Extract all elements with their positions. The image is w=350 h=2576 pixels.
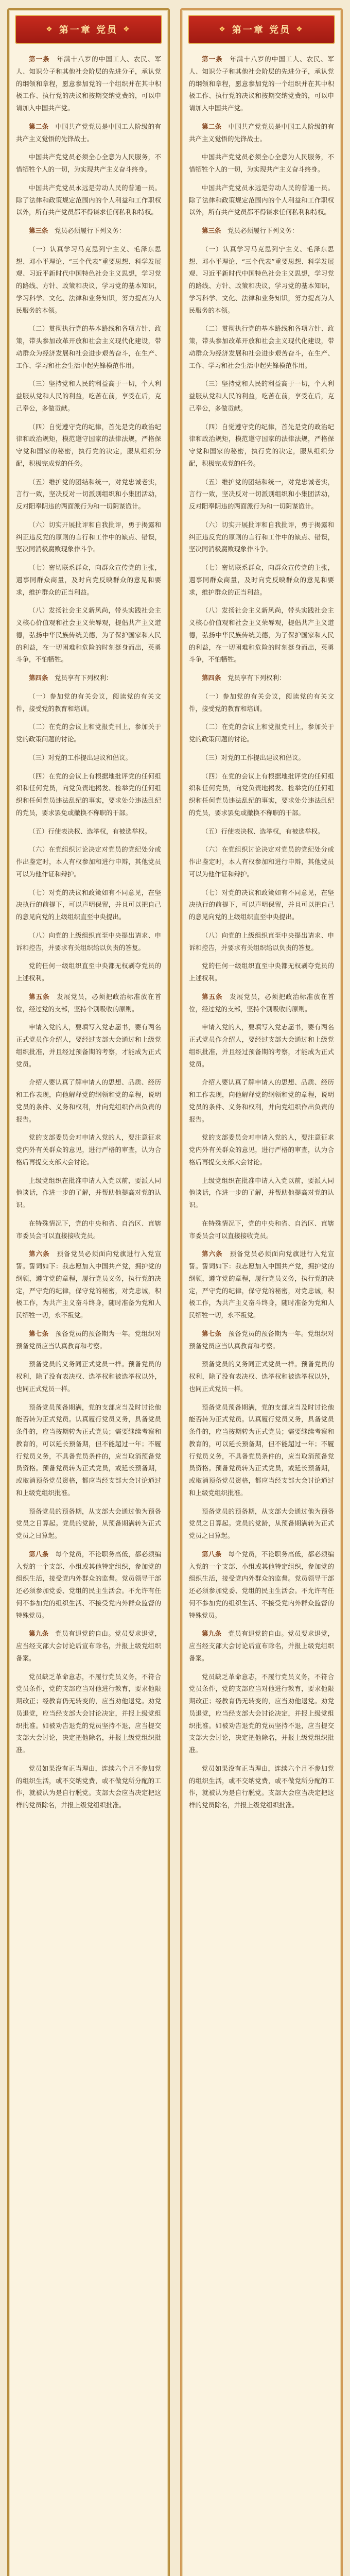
- body-paragraph: （三）坚持党和人民的利益高于一切，个人利益服从党和人民的利益，吃苦在前，享受在后，克己奉公，多做贡献。: [189, 380, 334, 412]
- body-paragraph: 党员缺乏革命意志，不履行党员义务，不符合党员条件，党的支部应当对他进行教育，要求他限期改正；经教育仍无转变的，应当劝他退党。劝党员退党，应当经支部大会讨论决定，并报上级党组织批准。如被劝告退党的党员坚持不退，应当提交支部大会讨论，决定把他除名，并报上级党组织批准。: [16, 1672, 161, 1754]
- body-paragraph: 介绍人要认真了解申请人的思想、品质、经历和工作表现，向他解释党的纲领和党的章程，说明党员的条件、义务和权利，并向党组织作出负责的报告。: [189, 1078, 334, 1123]
- article-text: 党员有退党的自由。党员要求退党，应当经支部大会讨论后宣布除名，并报上级党组织备案。: [189, 1630, 334, 1662]
- article-paragraph: [16, 53, 161, 114]
- article-paragraph: [189, 121, 334, 145]
- banner-ornament-icon: ❖: [296, 25, 304, 33]
- body-paragraph: （五）行使表决权、选举权，有被选举权。: [202, 827, 324, 835]
- banner-ornament-icon: ❖: [123, 25, 131, 33]
- body-paragraph: 预备党员的义务同正式党员一样。预备党员的权利，除了没有表决权、选举权和被选举权以外，也同正式党员一样。: [189, 1360, 334, 1393]
- body-paragraph: 申请入党的人，要填写入党志愿书，要有两名正式党员作介绍人，要经过支部大会通过和上级党组织批准，并且经过预备期的考察，才能成为正式党员。: [16, 1023, 161, 1068]
- body-paragraph: 预备党员预备期满，党的支部应当及时讨论他能否转为正式党员。认真履行党员义务，具备党员条件的，应当按期转为正式党员；需要继续考察和教育的，可以延长预备期，但不能超过一年；不履行党员义务，不具备党员条件的，应当取消预备党员资格。预备党员转为正式党员，或延长预备期，或取消预备党员资格，都应当经支部大会讨论通过和上级党组织批准。: [16, 1403, 161, 1497]
- body-paragraph: 预备党员预备期满，党的支部应当及时讨论他能否转为正式党员。认真履行党员义务，具备党员条件的，应当按期转为正式党员；需要继续考察和教育的，可以延长预备期，但不能超过一年；不履行党员义务，不具备党员条件的，应当取消预备党员资格。预备党员转为正式党员，或延长预备期，或取消预备党员资格，都应当经支部大会讨论通过和上级党组织批准。: [189, 1403, 334, 1497]
- article-paragraph: [189, 1248, 334, 1321]
- body-paragraph: 党的任何一级组织直至中央都无权剥夺党员的上述权利。: [16, 962, 161, 982]
- article-paragraph: [16, 1548, 161, 1622]
- chapter-title-left: 第一章 党员: [59, 25, 118, 36]
- article-text: 预备党员必须面向党旗进行入党宣誓。誓词如下：我志愿加入中国共产党，拥护党的纲领，遵守党的章程，履行党员义务，执行党的决定，严守党的纪律，保守党的秘密，对党忠诚，积极工作，为共产主义奋斗终身，随时准备为党和人民牺牲一切，永不叛党。: [16, 1250, 161, 1319]
- body-paragraph: （二）贯彻执行党的基本路线和各项方针、政策，带头参加改革开放和社会主义现代化建设，带动群众为经济发展和社会进步艰苦奋斗，在生产、工作、学习和社会生活中起先锋模范作用。: [189, 325, 334, 369]
- article-number: 第七条: [29, 1329, 49, 1337]
- body-paragraph: 上级党组织在批准申请人入党以前，要派人同他谈话，作进一步的了解，并帮助他提高对党的认识。: [16, 1176, 161, 1209]
- article-paragraph: [189, 1628, 334, 1664]
- left-column: [7, 8, 170, 2576]
- body-paragraph: 中国共产党党员永远是劳动人民的普通一员。除了法律和政策规定范围内的个人利益和工作职权以外，所有共产党员都不得谋求任何私利和特权。: [189, 183, 334, 216]
- article-number: 第二条: [202, 122, 222, 130]
- article-number: 第九条: [202, 1630, 222, 1638]
- body-paragraph: （六）在党组织讨论决定对党员的党纪处分或作出鉴定时，本人有权参加和进行申辩，其他党员可以为他作证和辩护。: [189, 845, 334, 878]
- chapter-title-right: 第一章 党员: [232, 25, 291, 36]
- right-content: [189, 53, 334, 1811]
- left-content: [16, 53, 161, 1811]
- body-paragraph: （六）切实开展批评和自我批评，勇于揭露和纠正违反党的原则的言行和工作中的缺点、错误，坚决同消极腐败现象作斗争。: [16, 520, 161, 553]
- body-paragraph: （五）行使表决权、选举权，有被选举权。: [29, 827, 151, 835]
- body-paragraph: 党的支部委员会对申请入党的人，要注意征求党内外有关群众的意见，进行严格的审查，认为合格后再提交支部大会讨论。: [16, 1133, 161, 1166]
- article-paragraph: [189, 991, 334, 1015]
- article-number: 第三条: [29, 227, 48, 234]
- article-text: 每个党员，不论职务高低，都必须编入党的一个支部、小组或其他特定组织，参加党的组织生活，接受党内外群众的监督。党员领导干部还必须参加党委、党组的民主生活会。不允许有任何不参加党的组织生活、不接受党内外群众监督的特殊党员。: [16, 1550, 161, 1619]
- body-paragraph: 申请入党的人，要填写入党志愿书，要有两名正式党员作介绍人，要经过支部大会通过和上级党组织批准，并且经过预备期的考察，才能成为正式党员。: [189, 1023, 334, 1068]
- body-paragraph: （七）对党的决议和政策如有不同意见，在坚决执行的前提下，可以声明保留，并且可以把自己的意见向党的上级组织直至中央提出。: [189, 888, 334, 921]
- body-paragraph: 党的任何一级组织直至中央都无权剥夺党员的上述权利。: [189, 962, 334, 982]
- body-paragraph: （四）在党的会议上有根据地批评党的任何组织和任何党员，向党负责地揭发、检举党的任何组织和任何党员违法乱纪的事实，要求处分违法乱纪的党员，要求罢免或撤换不称职的干部。: [189, 772, 334, 817]
- body-paragraph: （三）对党的工作提出建议和倡议。: [29, 753, 132, 761]
- banner-ornament-icon: ❖: [219, 25, 227, 33]
- article-text: 中国共产党党员是中国工人阶级的有共产主义觉悟的先锋战士。: [189, 122, 334, 143]
- article-text: 党员必须履行下列义务：: [227, 227, 299, 234]
- body-paragraph: （二）在党的会议上和党报党刊上，参加关于党的政策问题的讨论。: [189, 723, 334, 743]
- article-number: 第五条: [202, 992, 223, 1001]
- article-paragraph: [189, 1548, 334, 1622]
- article-number: 第五条: [29, 992, 50, 1001]
- article-paragraph: [189, 225, 334, 237]
- body-paragraph: 上级党组织在批准申请人入党以前，要派人同他谈话，作进一步的了解，并帮助他提高对党的认识。: [189, 1176, 334, 1209]
- article-text: 年满十八岁的中国工人、农民、军人、知识分子和其他社会阶层的先进分子，承认党的纲领和章程，愿意参加党的一个组织并在其中积极工作、执行党的决议和按期交纳党费的，可以申请加入中国共产党。: [189, 55, 334, 112]
- article-number: 第四条: [29, 674, 48, 682]
- body-paragraph: （二）在党的会议上和党报党刊上，参加关于党的政策问题的讨论。: [16, 723, 161, 743]
- body-paragraph: （六）切实开展批评和自我批评，勇于揭露和纠正违反党的原则的言行和工作中的缺点、错误，坚决同消极腐败现象作斗争。: [189, 520, 334, 553]
- article-paragraph: [189, 53, 334, 114]
- body-paragraph: （七）密切联系群众，向群众宣传党的主张，遇事同群众商量，及时向党反映群众的意见和要求，维护群众的正当利益。: [16, 564, 161, 596]
- body-paragraph: 中国共产党党员必须全心全意为人民服务，不惜牺牲个人的一切，为实现共产主义奋斗终身。: [16, 153, 161, 173]
- body-paragraph: 预备党员的预备期，从支部大会通过他为预备党员之日算起。党员的党龄，从预备期满转为正式党员之日算起。: [16, 1507, 161, 1539]
- article-number: 第八条: [29, 1550, 49, 1558]
- article-paragraph: [16, 121, 161, 145]
- body-paragraph: 党的支部委员会对申请入党的人，要注意征求党内外有关群众的意见，进行严格的审查，认为合格后再提交支部大会讨论。: [189, 1133, 334, 1166]
- article-paragraph: [16, 225, 161, 237]
- article-text: 发展党员，必须把政治标准放在首位，经过党的支部，坚持个别吸收的原则。: [16, 992, 161, 1013]
- article-paragraph: [189, 672, 334, 684]
- body-paragraph: （三）坚持党和人民的利益高于一切，个人利益服从党和人民的利益，吃苦在前，享受在后，克己奉公，多做贡献。: [16, 380, 161, 412]
- article-text: 发展党员，必须把政治标准放在首位，经过党的支部，坚持个别吸收的原则。: [189, 992, 334, 1013]
- article-paragraph: [189, 1328, 334, 1352]
- article-paragraph: [16, 1248, 161, 1321]
- article-paragraph: [16, 1628, 161, 1664]
- body-paragraph: （四）自觉遵守党的纪律，首先是党的政治纪律和政治规矩，模范遵守国家的法律法规，严格保守党和国家的秘密，执行党的决定，服从组织分配，积极完成党的任务。: [16, 422, 161, 467]
- article-number: 第七条: [202, 1329, 222, 1337]
- body-paragraph: （七）密切联系群众，向群众宣传党的主张，遇事同群众商量，及时向党反映群众的意见和要求，维护群众的正当利益。: [189, 564, 334, 596]
- body-paragraph: （八）向党的上级组织直至中央提出请求、申诉和控告，并要求有关组织给以负责的答复。: [189, 931, 334, 952]
- article-text: 中国共产党党员是中国工人阶级的有共产主义觉悟的先锋战士。: [16, 122, 161, 143]
- body-paragraph: 预备党员的义务同正式党员一样。预备党员的权利，除了没有表决权、选举权和被选举权以外，也同正式党员一样。: [16, 1360, 161, 1393]
- article-text: 每个党员，不论职务高低，都必须编入党的一个支部、小组或其他特定组织，参加党的组织生活，接受党内外群众的监督。党员领导干部还必须参加党委、党组的民主生活会。不允许有任何不参加党的组织生活、不接受党内外群众监督的特殊党员。: [189, 1550, 334, 1619]
- body-paragraph: （一）参加党的有关会议，阅读党的有关文件，接受党的教育和培训。: [189, 692, 334, 713]
- article-text: 预备党员必须面向党旗进行入党宣誓。誓词如下：我志愿加入中国共产党，拥护党的纲领，遵守党的章程，履行党员义务，执行党的决定，严守党的纪律，保守党的秘密，对党忠诚，积极工作，为共产主义奋斗终身，随时准备为党和人民牺牲一切，永不叛党。: [189, 1250, 334, 1319]
- article-number: 第一条: [29, 55, 50, 63]
- body-paragraph: （八）发扬社会主义新风尚，带头实践社会主义核心价值观和社会主义荣辱观，提倡共产主义道德，弘扬中华民族传统美德，为了保护国家和人民的利益，在一切困难和危险的时刻挺身而出，英勇斗争，不怕牺牲。: [16, 606, 161, 664]
- body-paragraph: （三）对党的工作提出建议和倡议。: [202, 753, 305, 761]
- body-paragraph: 党员如果没有正当理由，连续六个月不参加党的组织生活，或不交纳党费，或不做党所分配的工作，就被认为是自行脱党。支部大会应当决定把这样的党员除名，并报上级党组织批准。: [189, 1764, 334, 1809]
- body-paragraph: 党员缺乏革命意志，不履行党员义务，不符合党员条件，党的支部应当对他进行教育，要求他限期改正；经教育仍无转变的，应当劝他退党。劝党员退党，应当经支部大会讨论决定，并报上级党组织批准。如被劝告退党的党员坚持不退，应当提交支部大会讨论，决定把他除名，并报上级党组织批准。: [189, 1672, 334, 1754]
- article-number: 第六条: [29, 1250, 50, 1258]
- body-paragraph: （一）认真学习马克思列宁主义、毛泽东思想、邓小平理论、“三个代表”重要思想、科学发展观、习近平新时代中国特色社会主义思想，学习党的路线、方针、政策和决议，学习党的基本知识，学习科学、文化、法律和业务知识，努力提高为人民服务的本领。: [16, 245, 161, 314]
- article-number: 第九条: [29, 1630, 49, 1638]
- body-paragraph: （一）认真学习马克思列宁主义、毛泽东思想、邓小平理论、“三个代表”重要思想、科学发展观、习近平新时代中国特色社会主义思想，学习党的路线、方针、政策和决议，学习党的基本知识，学习科学、文化、法律和业务知识，努力提高为人民服务的本领。: [189, 245, 334, 314]
- body-paragraph: （四）自觉遵守党的纪律，首先是党的政治纪律和政治规矩，模范遵守国家的法律法规，严格保守党和国家的秘密，执行党的决定，服从组织分配，积极完成党的任务。: [189, 422, 334, 467]
- article-text: 党员享有下列权利：: [55, 674, 113, 682]
- article-paragraph: [16, 672, 161, 684]
- body-paragraph: （四）在党的会议上有根据地批评党的任何组织和任何党员，向党负责地揭发、检举党的任何组织和任何党员违法乱纪的事实，要求处分违法乱纪的党员，要求罢免或撤换不称职的干部。: [16, 772, 161, 817]
- chapter-banner-right: [188, 15, 335, 44]
- article-number: 第三条: [202, 227, 221, 234]
- article-text: 党员享有下列权利：: [227, 674, 286, 682]
- body-paragraph: （七）对党的决议和政策如有不同意见，在坚决执行的前提下，可以声明保留，并且可以把自己的意见向党的上级组织直至中央提出。: [16, 888, 161, 921]
- article-number: 第四条: [202, 674, 221, 682]
- body-paragraph: （五）维护党的团结和统一，对党忠诚老实，言行一致，坚决反对一切派别组织和小集团活动，反对阳奉阴违的两面派行为和一切阴谋诡计。: [16, 478, 161, 510]
- body-paragraph: （八）发扬社会主义新风尚，带头实践社会主义核心价值观和社会主义荣辱观，提倡共产主义道德，弘扬中华民族传统美德，为了保护国家和人民的利益，在一切困难和危险的时刻挺身而出，英勇斗争，不怕牺牲。: [189, 606, 334, 664]
- banner-ornament-icon: ❖: [46, 25, 54, 33]
- body-paragraph: （六）在党组织讨论决定对党员的党纪处分或作出鉴定时，本人有权参加和进行申辩，其他党员可以为他作证和辩护。: [16, 845, 161, 878]
- body-paragraph: 中国共产党党员永远是劳动人民的普通一员。除了法律和政策规定范围内的个人利益和工作职权以外，所有共产党员都不得谋求任何私利和特权。: [16, 183, 161, 216]
- right-column: [180, 8, 343, 2576]
- article-text: 党员有退党的自由。党员要求退党，应当经支部大会讨论后宣布除名，并报上级党组织备案。: [16, 1630, 161, 1662]
- body-paragraph: 党员如果没有正当理由，连续六个月不参加党的组织生活，或不交纳党费，或不做党所分配的工作，就被认为是自行脱党。支部大会应当决定把这样的党员除名，并报上级党组织批准。: [16, 1764, 161, 1809]
- article-number: 第八条: [202, 1550, 222, 1558]
- article-paragraph: [16, 1328, 161, 1352]
- body-paragraph: 在特殊情况下，党的中央和省、自治区、直辖市委员会可以直接接收党员。: [16, 1219, 161, 1240]
- article-text: 党员必须履行下列义务：: [55, 227, 126, 234]
- body-paragraph: 介绍人要认真了解申请人的思想、品质、经历和工作表现，向他解释党的纲领和党的章程，说明党员的条件、义务和权利，并向党组织作出负责的报告。: [16, 1078, 161, 1123]
- body-paragraph: （八）向党的上级组织直至中央提出请求、申诉和控告，并要求有关组织给以负责的答复。: [16, 931, 161, 952]
- article-text: 年满十八岁的中国工人、农民、军人、知识分子和其他社会阶层的先进分子，承认党的纲领和章程，愿意参加党的一个组织并在其中积极工作、执行党的决议和按期交纳党费的，可以申请加入中国共产党。: [16, 55, 161, 112]
- chapter-banner-left: [15, 15, 162, 44]
- article-paragraph: [16, 991, 161, 1015]
- article-text: 预备党员的预备期为一年。党组织对预备党员应当认真教育和考察。: [16, 1329, 161, 1350]
- body-paragraph: 预备党员的预备期，从支部大会通过他为预备党员之日算起。党员的党龄，从预备期满转为正式党员之日算起。: [189, 1507, 334, 1539]
- article-number: 第二条: [29, 122, 49, 130]
- body-paragraph: （二）贯彻执行党的基本路线和各项方针、政策，带头参加改革开放和社会主义现代化建设，带动群众为经济发展和社会进步艰苦奋斗，在生产、工作、学习和社会生活中起先锋模范作用。: [16, 325, 161, 369]
- body-paragraph: 中国共产党党员必须全心全意为人民服务，不惜牺牲个人的一切，为实现共产主义奋斗终身。: [189, 153, 334, 173]
- body-paragraph: （一）参加党的有关会议，阅读党的有关文件，接受党的教育和培训。: [16, 692, 161, 713]
- body-paragraph: （五）维护党的团结和统一，对党忠诚老实，言行一致，坚决反对一切派别组织和小集团活动，反对阳奉阴违的两面派行为和一切阴谋诡计。: [189, 478, 334, 510]
- article-text: 预备党员的预备期为一年。党组织对预备党员应当认真教育和考察。: [189, 1329, 334, 1350]
- body-paragraph: 在特殊情况下，党的中央和省、自治区、直辖市委员会可以直接接收党员。: [189, 1219, 334, 1240]
- article-number: 第六条: [202, 1250, 223, 1258]
- article-number: 第一条: [202, 55, 223, 63]
